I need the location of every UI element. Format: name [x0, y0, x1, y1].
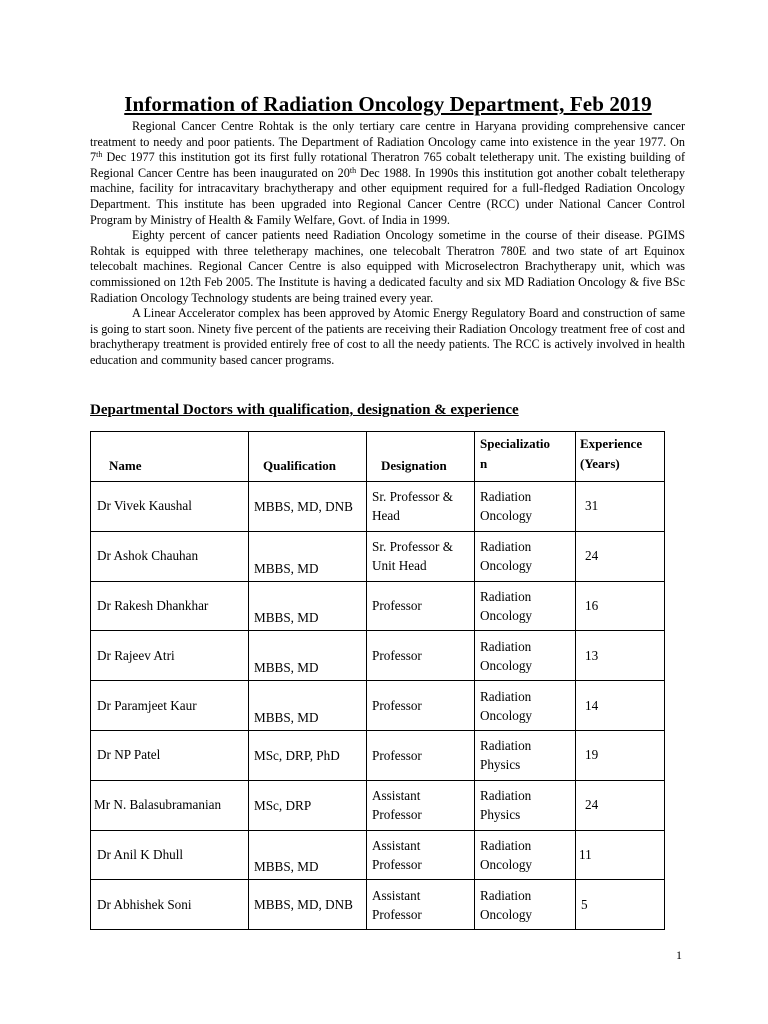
- cell-name: Dr Ashok Chauhan: [91, 531, 249, 581]
- table-row: [91, 482, 665, 532]
- cell-designation: Professor: [367, 730, 475, 780]
- cell-designation: Sr. Professor & Head: [367, 482, 475, 532]
- table-header-row: [91, 432, 665, 482]
- cell-specialization: Radiation Oncology: [475, 531, 576, 581]
- header-specialization-line-2: n: [480, 456, 488, 471]
- cell-qualification: MBBS, MD: [249, 531, 367, 581]
- cell-qualification: MSc, DRP, PhD: [249, 730, 367, 780]
- cell-experience: 24: [576, 531, 665, 581]
- cell-qualification: MBBS, MD: [249, 681, 367, 731]
- cell-qualification: MBBS, MD: [249, 830, 367, 880]
- cell-designation: Assistant Professor: [367, 880, 475, 930]
- intro-text: [90, 119, 685, 369]
- cell-experience: 31: [576, 482, 665, 532]
- section-heading: Departmental Doctors with qualification, designation & experience: [90, 402, 519, 418]
- cell-experience: 24: [576, 780, 665, 830]
- table-row: [91, 531, 665, 581]
- paragraph-2: Eighty percent of cancer patients need Radiation Oncology sometime in the course of their disease. PGIMS Rohtak is equipped with three teletherapy machines, one telecobalt Theratron 780E and two state of art Equinox telecobalt machines. Regional Cancer Centre is also equipped with Microselectron Brachytherapy unit, which was commissioned on 12th Feb 2005. The Institute is having a dedicated faculty and six MD Radiation Oncology & five BSc Radiation Oncology Technology students are being trained every year.: [90, 228, 685, 305]
- page-number: 1: [676, 948, 682, 962]
- paragraph-1-part-1: Regional Cancer Centre Rohtak is the only tertiary care centre in Haryana providing comprehensive cancer treatment to needy and poor patients. The Department of Radiation Oncology came into existence in the year 1977. On 7: [90, 119, 685, 165]
- header-name: Name: [91, 432, 249, 482]
- header-specialization-line-1: Specializatio: [480, 436, 551, 451]
- table-row: [91, 730, 665, 780]
- cell-specialization: Radiation Oncology: [475, 482, 576, 532]
- cell-experience: 19: [576, 730, 665, 780]
- cell-qualification: MSc, DRP: [249, 780, 367, 830]
- cell-specialization: Radiation Oncology: [475, 880, 576, 930]
- cell-designation: Professor: [367, 631, 475, 681]
- cell-name: Dr Vivek Kaushal: [91, 482, 249, 532]
- paragraph-1: [90, 119, 685, 228]
- page-title: Information of Radiation Oncology Department, Feb 2019: [124, 92, 652, 116]
- table-row: [91, 880, 665, 930]
- cell-name: Dr NP Patel: [91, 730, 249, 780]
- cell-name: Dr Anil K Dhull: [91, 830, 249, 880]
- cell-specialization: Radiation Oncology: [475, 681, 576, 731]
- table-row: [91, 581, 665, 631]
- cell-experience: 13: [576, 631, 665, 681]
- header-specialization: [475, 432, 576, 482]
- table-row: [91, 681, 665, 731]
- cell-name: Mr N. Balasubramanian: [91, 780, 249, 830]
- cell-name: Dr Paramjeet Kaur: [91, 681, 249, 731]
- cell-specialization: Radiation Oncology: [475, 581, 576, 631]
- superscript-th: th: [349, 165, 357, 175]
- superscript-th: th: [96, 150, 103, 160]
- cell-designation: Assistant Professor: [367, 830, 475, 880]
- cell-name: Dr Abhishek Soni: [91, 880, 249, 930]
- table-row: [91, 631, 665, 681]
- header-qualification: Qualification: [249, 432, 367, 482]
- cell-experience: 14: [576, 681, 665, 731]
- cell-designation: Professor: [367, 681, 475, 731]
- cell-name: Dr Rajeev Atri: [91, 631, 249, 681]
- cell-experience: 16: [576, 581, 665, 631]
- cell-experience: 5: [576, 880, 665, 930]
- cell-experience: 11: [576, 830, 665, 880]
- paragraph-1-part-3: Dec 1988. In 1990s this institution got another cobalt teletherapy machine, facility for intracavitary brachytherapy and other equipment required for a full-fledged Radiation Oncology Department. This institute has been upgraded into Regional Cancer Centre (RCC) under National Cancer Control Program by Ministry of Health & Family Welfare, Govt. of India in 1999.: [90, 165, 686, 227]
- header-experience-line-2: (Years): [580, 456, 620, 471]
- cell-designation: Sr. Professor & Unit Head: [367, 531, 475, 581]
- paragraph-1-part-2: Dec 1977 this institution got its first fully rotational Theratron 765 cobalt teletherapy unit. The existing building of Regional Cancer Centre has been inaugurated on 20: [90, 150, 685, 180]
- header-designation: Designation: [367, 432, 475, 482]
- cell-designation: Professor: [367, 581, 475, 631]
- cell-qualification: MBBS, MD, DNB: [249, 880, 367, 930]
- header-experience-line-1: Experience: [580, 436, 643, 451]
- header-experience: [576, 432, 665, 482]
- table-row: [91, 780, 665, 830]
- cell-specialization: Radiation Oncology: [475, 631, 576, 681]
- cell-designation: Assistant Professor: [367, 780, 475, 830]
- paragraph-3: A Linear Accelerator complex has been approved by Atomic Energy Regulatory Board and construction of same is going to start soon. Ninety five percent of the patients are receiving their Radiation Oncology treatment free of cost and brachytherapy treatment is provided entirely free of cost to all the needy patients. The RCC is actively involved in health education and community based cancer programs.: [90, 306, 685, 367]
- cell-name: Dr Rakesh Dhankhar: [91, 581, 249, 631]
- table-row: [91, 830, 665, 880]
- cell-qualification: MBBS, MD, DNB: [249, 482, 367, 532]
- cell-qualification: MBBS, MD: [249, 631, 367, 681]
- cell-specialization: Radiation Physics: [475, 730, 576, 780]
- cell-specialization: Radiation Oncology: [475, 830, 576, 880]
- doctors-table: [90, 431, 665, 930]
- cell-qualification: MBBS, MD: [249, 581, 367, 631]
- cell-specialization: Radiation Physics: [475, 780, 576, 830]
